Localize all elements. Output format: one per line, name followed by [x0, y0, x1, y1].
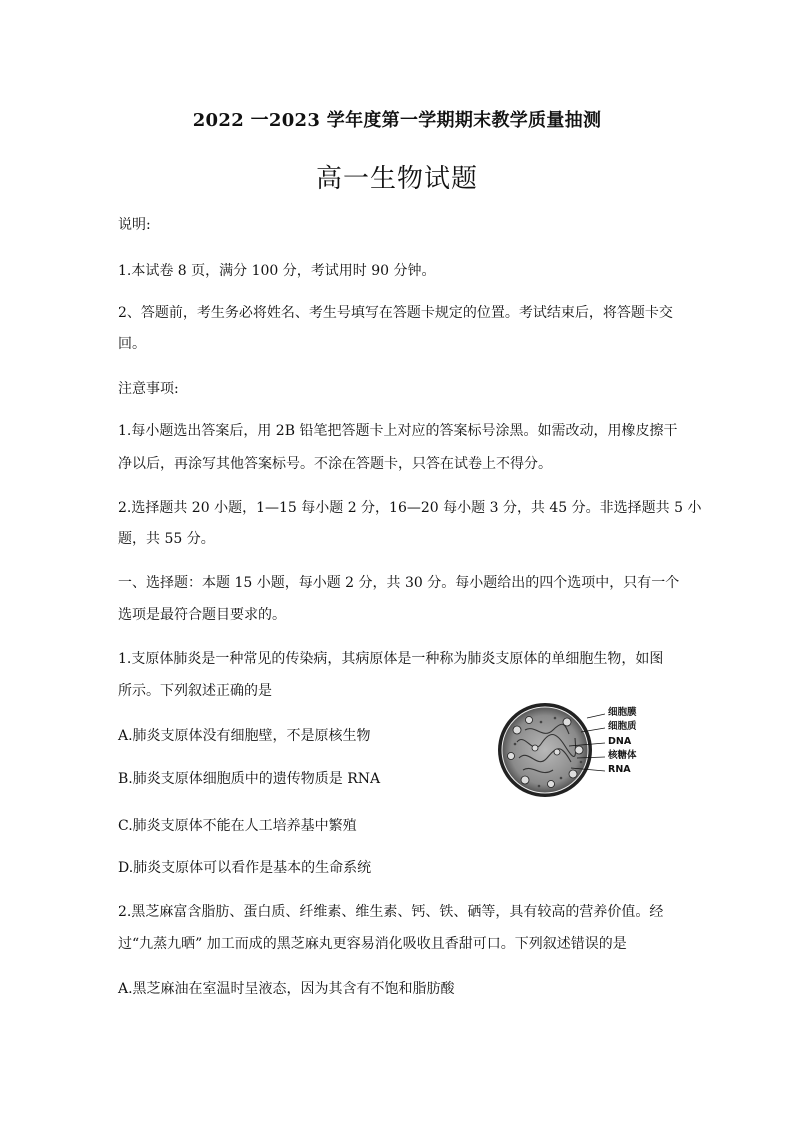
question-1-option-c: C.肺炎支原体不能在人工培养基中繁殖	[118, 818, 357, 834]
question-2-stem-line-2: 过“九蒸九晒” 加工而成的黑芝麻丸更容易消化吸收且香甜可口。下列叙述错误的是	[118, 936, 627, 952]
question-1-option-d: D.肺炎支原体可以看作是基本的生命系统	[118, 860, 372, 876]
exam-title: 2022 一2023 学年度第一学期期末教学质量抽测	[192, 110, 602, 131]
note-item-1-line-1: 1.每小题选出答案后，用 2B 铅笔把答题卡上对应的答案标号涂黑。如需改动，用橡皮擦干	[118, 423, 678, 439]
question-1-option-b: B.肺炎支原体细胞质中的遗传物质是 RNA	[118, 771, 381, 787]
figure-label-dna: DNA	[608, 736, 632, 747]
instruction-item-2-line-1: 2、答题前，考生务必将姓名、考生号填写在答题卡规定的位置。考试结束后，将答题卡交	[118, 305, 673, 321]
note-item-2-line-1: 2.选择题共 20 小题，1—15 每小题 2 分，16—20 每小题 3 分，共 45 分。非选择题共 5 小	[118, 500, 702, 516]
instruction-item-2-line-2: 回。	[118, 336, 146, 352]
figure-label-ribosome: 核糖体	[608, 750, 637, 761]
subject-title: 高一生物试题	[315, 164, 478, 194]
section-heading-line-2: 选项是最符合题目要求的。	[118, 607, 286, 623]
question-1-option-a: A.肺炎支原体没有细胞壁，不是原核生物	[118, 728, 371, 744]
note-item-1-line-2: 净以后，再涂写其他答案标号。不涂在答题卡，只答在试卷上不得分。	[118, 456, 552, 472]
figure-label-cell-membrane: 细胞膜	[608, 707, 637, 718]
question-2-stem-line-1: 2.黑芝麻富含脂肪、蛋白质、纤维素、维生素、钙、铁、硒等，具有较高的营养价值。经	[118, 904, 664, 920]
note-item-2-line-2: 题，共 55 分。	[118, 531, 215, 547]
figure-label-rna: RNA	[608, 764, 631, 775]
instructions-heading: 说明:	[118, 217, 151, 233]
question-1-stem-line-1: 1.支原体肺炎是一种常见的传染病，其病原体是一种称为肺炎支原体的单细胞生物，如图	[118, 651, 664, 667]
question-1-stem-line-2: 所示。下列叙述正确的是	[118, 683, 272, 699]
question-2-option-a: A.黑芝麻油在室温时呈液态，因为其含有不饱和脂肪酸	[118, 981, 455, 997]
section-heading-line-1: 一、选择题：本题 15 小题，每小题 2 分，共 30 分。每小题给出的四个选项中，只有一个	[118, 575, 680, 591]
figure-label-cytoplasm: 细胞质	[608, 721, 637, 732]
notes-heading: 注意事项:	[118, 381, 179, 397]
mycoplasma-cell-drawing	[495, 700, 605, 800]
instruction-item-1: 1.本试卷 8 页，满分 100 分，考试用时 90 分钟。	[118, 263, 436, 279]
